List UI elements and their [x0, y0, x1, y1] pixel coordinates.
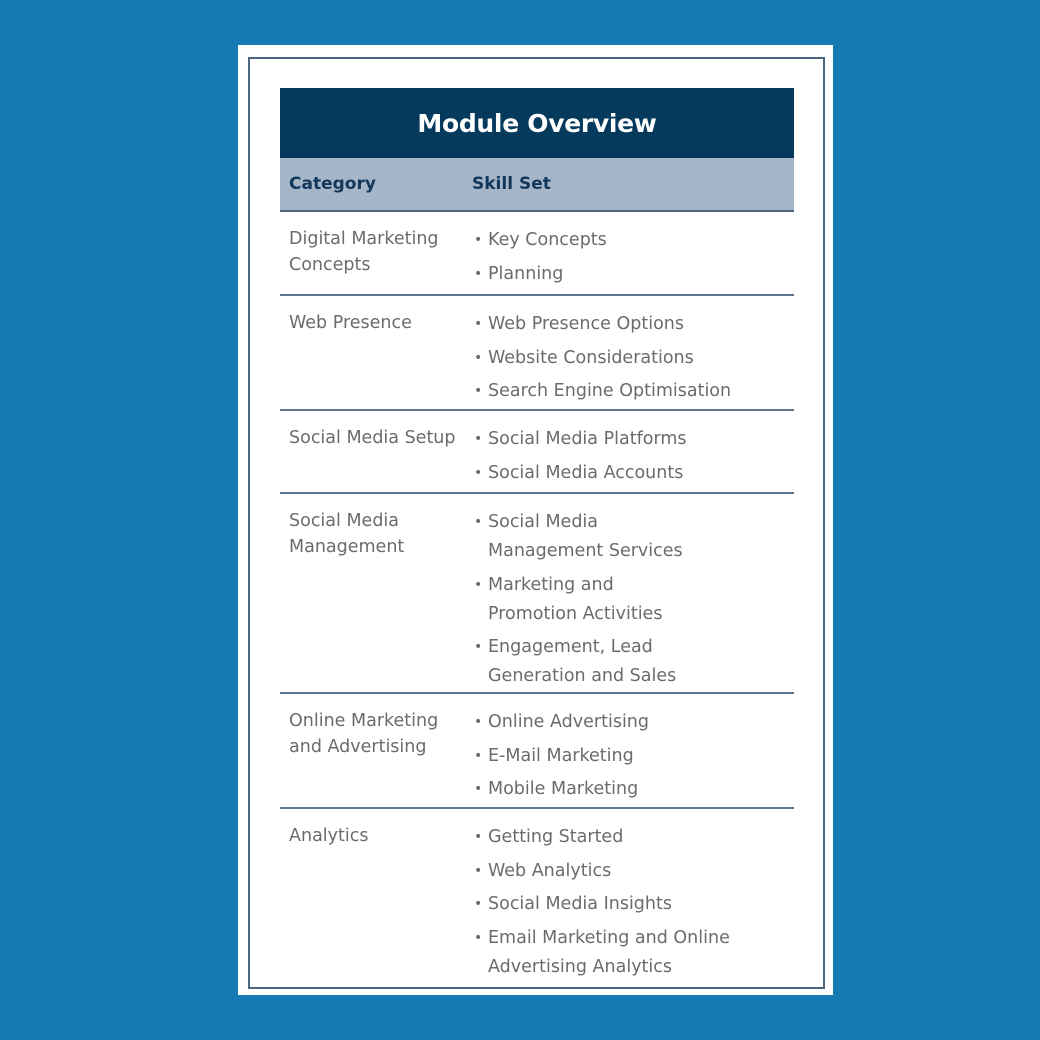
- skill-item: • Email Marketing and Online Advertising Analytics: [472, 924, 772, 982]
- table-row: [280, 411, 794, 494]
- table-title: Module Overview: [280, 88, 794, 158]
- skill-item: • Website Considerations: [472, 344, 794, 373]
- table-row: [280, 809, 794, 979]
- header-category: Category: [289, 174, 376, 194]
- skill-list: [472, 823, 772, 979]
- row-category: Digital Marketing Concepts: [289, 229, 439, 275]
- skill-item: • Engagement, Lead Generation and Sales: [472, 633, 702, 691]
- skill-item: • Online Advertising: [472, 708, 794, 737]
- skill-item: • Planning: [472, 260, 794, 289]
- skill-list: [472, 708, 794, 807]
- skill-list: [472, 425, 794, 492]
- table-row: [280, 694, 794, 809]
- table-row: [280, 494, 794, 694]
- skill-item: • Key Concepts: [472, 226, 794, 255]
- skill-item: • Social Media Accounts: [472, 459, 794, 488]
- skill-item: • Web Analytics: [472, 857, 772, 886]
- module-overview-table: [280, 88, 794, 979]
- header-skill-set: Skill Set: [472, 174, 551, 194]
- skill-list: [472, 226, 794, 294]
- skill-item: • Marketing and Promotion Activities: [472, 571, 702, 629]
- skill-item: • Social Media Insights: [472, 890, 772, 919]
- skill-item: • Social Media Platforms: [472, 425, 794, 454]
- row-category: Online Marketing and Advertising: [289, 711, 439, 757]
- skill-list: [472, 508, 702, 692]
- table-row: [280, 296, 794, 411]
- table-header-row: [280, 158, 794, 212]
- skill-item: • E-Mail Marketing: [472, 742, 794, 771]
- skill-item: • Mobile Marketing: [472, 775, 794, 804]
- row-category: Analytics: [289, 826, 369, 846]
- row-category: Social Media Management: [289, 511, 405, 557]
- row-category: Web Presence: [289, 313, 412, 333]
- table-row: [280, 212, 794, 296]
- skill-list: [472, 310, 794, 409]
- row-category: Social Media Setup: [289, 428, 456, 448]
- skill-item: • Social Media Management Services: [472, 508, 702, 566]
- skill-item: • Search Engine Optimisation: [472, 377, 794, 406]
- skill-item: • Getting Started: [472, 823, 772, 852]
- skill-item: • Web Presence Options: [472, 310, 794, 339]
- module-overview-card: [238, 45, 833, 995]
